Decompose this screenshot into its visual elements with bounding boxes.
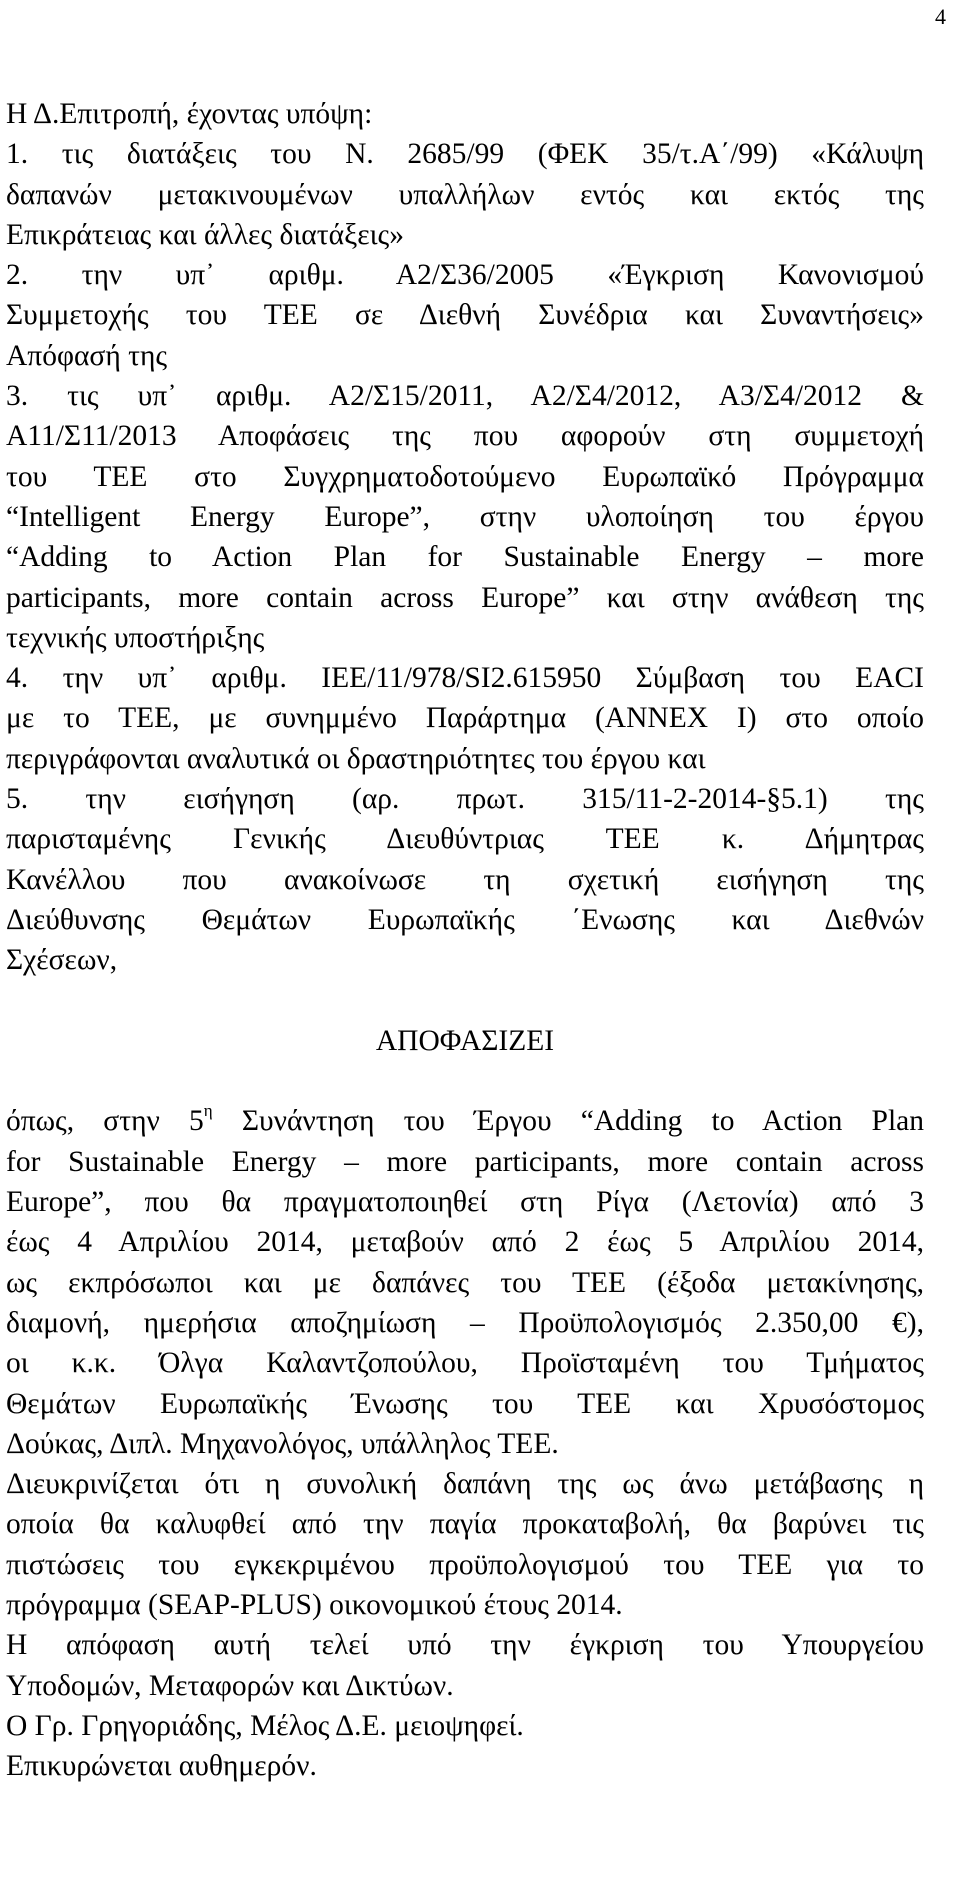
decision-line: Δούκας, Διπλ. Μηχανολόγος, υπάλληλος ΤΕΕ. — [6, 1427, 559, 1460]
intro-line: 3. τις υπ᾽ αριθμ. Α2/Σ15/2011, Α2/Σ4/2012, Α3/Σ4/2012 & — [6, 380, 924, 413]
decision-line: Ο Γρ. Γρηγοριάδης, Μέλος Δ.Ε. μειοψηφεί. — [6, 1709, 524, 1742]
intro-line: του ΤΕΕ στο Συγχρηματοδοτούμενο Ευρωπαϊκό Πρόγραμμα — [6, 460, 924, 493]
intro-line: “Intelligent Energy Europe”, στην υλοποίηση του έργου — [6, 500, 924, 533]
decision-line: for Sustainable Energy – more participants, more contain across — [6, 1145, 924, 1178]
intro-line: Επικράτειας και άλλες διατάξεις» — [6, 218, 404, 251]
intro-line: τεχνικής υποστήριξης — [6, 621, 265, 654]
intro-line: Συμμετοχής του ΤΕΕ σε Διεθνή Συνέδρια και Συναντήσεις» — [6, 299, 924, 332]
intro-heading: Η Δ.Επιτροπή, έχοντας υπόψη: — [6, 98, 373, 130]
intro-line: περιγράφονται αναλυτικά οι δραστηριότητες του έργου και — [6, 742, 706, 775]
decision-first-line-start: όπως, στην 5 — [6, 1105, 204, 1138]
decision-first-line-end: Συνάντηση του Έργου “Adding to Action Plan — [212, 1105, 924, 1138]
decision-line: έως 4 Απριλίου 2014, μεταβούν από 2 έως 5 Απριλίου 2014, — [6, 1226, 924, 1259]
decision-title: ΑΠΟΦΑΣΙΖΕΙ — [375, 1024, 555, 1057]
intro-line: 4. την υπ᾽ αριθμ. IEE/11/978/SI2.615950 Σύμβαση του EACI — [6, 662, 924, 695]
decision-line: ως εκπρόσωποι και με δαπάνες του ΤΕΕ (έξοδα μετακίνησης, — [6, 1266, 924, 1299]
decision-line: πρόγραμμα (SEAP-PLUS) οικονομικού έτους 2014. — [6, 1588, 623, 1621]
intro-line: Διεύθυνσης Θεμάτων Ευρωπαϊκής ΄Ενωσης και Διεθνών — [6, 903, 924, 936]
intro-line: Κανέλλου που ανακοίνωσε τη σχετική εισήγηση της — [6, 863, 924, 896]
intro-line: Απόφασή της — [6, 339, 168, 372]
document-body — [6, 94, 924, 1786]
decision-line: οποία θα καλυφθεί από την παγία προκαταβολή, θα βαρύνει τις — [6, 1508, 924, 1541]
decision-line: Υποδομών, Μεταφορών και Δικτύων. — [6, 1669, 454, 1702]
decision-line: Επικυρώνεται αυθημερόν. — [6, 1750, 317, 1783]
intro-line: “Adding to Action Plan for Sustainable Energy – more — [6, 541, 924, 574]
intro-line: 1. τις διατάξεις του Ν. 2685/99 (ΦΕΚ 35/τ.Α΄/99) «Κάλυψη — [6, 138, 924, 171]
intro-line: participants, more contain across Europe” και στην ανάθεση της — [6, 581, 924, 614]
intro-line: παρισταμένης Γενικής Διευθύντριας ΤΕΕ κ. Δήμητρας — [6, 823, 924, 856]
decision-line: οι κ.κ. Όλγα Καλαντζοπούλου, Προϊσταμένη του Τμήματος — [6, 1347, 924, 1380]
decision-line: Διευκρινίζεται ότι η συνολική δαπάνη της ως άνω μετάβασης η — [6, 1468, 924, 1501]
decision-line: Η απόφαση αυτή τελεί υπό την έγκριση του Υπουργείου — [6, 1629, 924, 1662]
decision-line: πιστώσεις του εγκεκριμένου προϋπολογισμού του ΤΕΕ για το — [6, 1548, 924, 1581]
page-number: 4 — [935, 4, 946, 29]
intro-line: με το ΤΕΕ, με συνημμένο Παράρτημα (ANNEX I) στο οποίο — [6, 702, 924, 735]
decision-first-line — [6, 1101, 924, 1141]
intro-line: Α11/Σ11/2013 Αποφάσεις της που αφορούν στη συμμετοχή — [6, 420, 924, 453]
intro-line: 2. την υπ᾽ αριθμ. Α2/Σ36/2005 «Έγκριση Κανονισμού — [6, 259, 924, 292]
intro-line: 5. την εισήγηση (αρ. πρωτ. 315/11-2-2014-§5.1) της — [6, 783, 924, 816]
decision-line: Europe”, που θα πραγματοποιηθεί στη Ρίγα (Λετονία) από 3 — [6, 1186, 924, 1219]
intro-line: Σχέσεων, — [6, 944, 118, 977]
intro-line: δαπανών μετακινουμένων υπαλλήλων εντός και εκτός της — [6, 178, 924, 211]
decision-line: Θεμάτων Ευρωπαϊκής Ένωσης του ΤΕΕ και Χρυσόστομος — [6, 1387, 924, 1420]
decision-line: διαμονή, ημερήσια αποζημίωση – Προϋπολογισμός 2.350,00 €), — [6, 1306, 924, 1339]
ordinal-superscript: η — [203, 1101, 213, 1120]
